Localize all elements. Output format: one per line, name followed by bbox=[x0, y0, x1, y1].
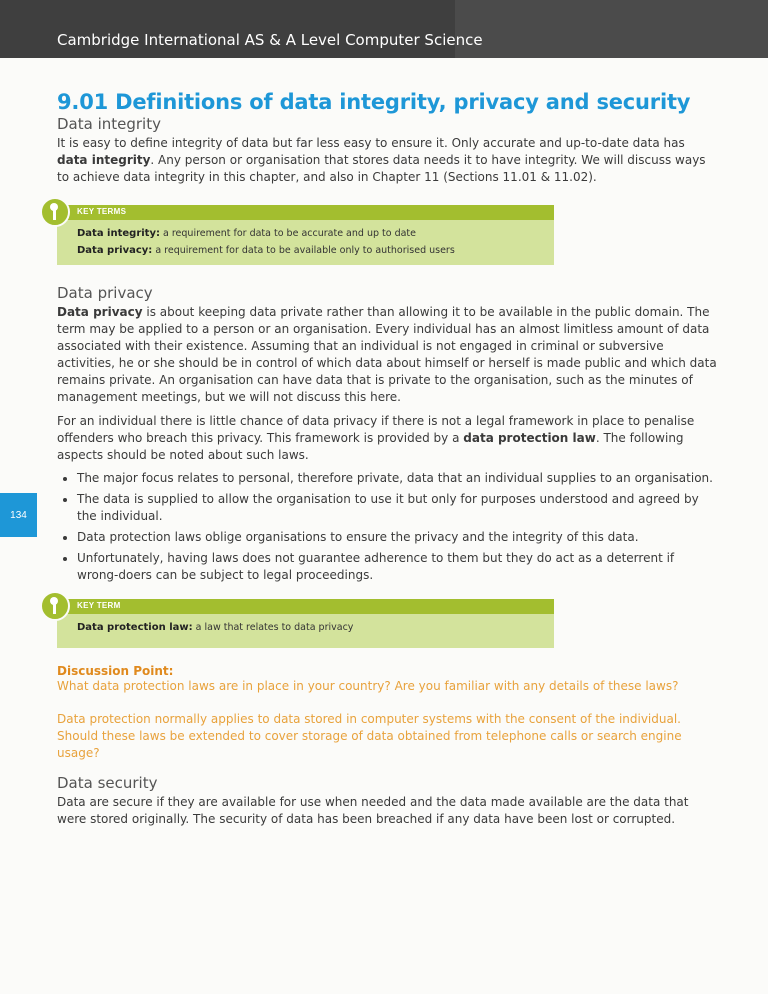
key-icon bbox=[40, 591, 70, 621]
discussion-paragraph-1: What data protection laws are in place in your country? Are you familiar with any details of these laws? bbox=[57, 679, 679, 693]
book-title: Cambridge International AS & A Level Computer Science bbox=[57, 31, 483, 49]
running-header bbox=[0, 0, 768, 58]
list-item: • The data is supplied to allow the organisation to use it but only for purposes understood and agreed by the individual. bbox=[77, 491, 717, 525]
key-term-row: Data protection law: a law that relates to data privacy bbox=[77, 622, 354, 633]
key-term-row: Data privacy: a requirement for data to be available only to authorised users bbox=[77, 245, 455, 256]
discussion-title: Discussion Point: bbox=[57, 664, 174, 678]
list-item: • Unfortunately, having laws does not guarantee adherence to them but they do act as a deterrent if wrong-doers can be subject to legal proceedings. bbox=[77, 550, 717, 584]
header-band bbox=[0, 0, 455, 58]
privacy-paragraph-1: Data privacy is about keeping data private rather than allowing it to be available in the public domain. The term may be applied to a person or an organisation. Every individual has an almost limitless amount of data associated with their existence. Assuming that an individual is not engaged in criminal or subversive activities, he or she should be in control of which data about himself or herself is made public and which data remains private. An organisation can have data that is private to the organisation, such as the minutes of management meetings, but we will not discuss this here. bbox=[57, 305, 717, 404]
list-item: • Data protection laws oblige organisations to ensure the privacy and the integrity of this data. bbox=[77, 529, 717, 546]
integrity-paragraph: It is easy to define integrity of data but far less easy to ensure it. Only accurate and up-to-date data has data integrity. Any person or organisation that stores data needs it to have integrity. We will discuss ways to achieve data integrity in this chapter, and also in Chapter 11 (Sections 11.01 & 11.02). bbox=[57, 136, 706, 184]
page-content bbox=[57, 90, 717, 828]
key-term-label: KEY TERM bbox=[57, 599, 554, 614]
section-title: 9.01 Definitions of data integrity, privacy and security bbox=[57, 90, 691, 114]
security-heading: Data security bbox=[57, 774, 158, 792]
integrity-bold-term: data integrity bbox=[57, 153, 151, 167]
privacy-heading: Data privacy bbox=[57, 284, 153, 302]
key-term-row: Data integrity: a requirement for data to be accurate and up to date bbox=[77, 228, 416, 239]
privacy-paragraph-2: For an individual there is little chance of data privacy if there is not a legal framework in place to penalise offenders who breach this privacy. This framework is provided by a data protection law. The following aspects should be noted about such laws. bbox=[57, 414, 695, 462]
page-number-tab: 134 bbox=[0, 493, 37, 537]
privacy-bullet-list bbox=[57, 470, 717, 584]
list-item: • The major focus relates to personal, therefore private, data that an individual supplies to an organisation. bbox=[77, 470, 717, 487]
key-icon bbox=[40, 197, 70, 227]
security-paragraph: Data are secure if they are available for use when needed and the data made available are the data that were stored originally. The security of data has been breached if any data have been lost or corrupted. bbox=[57, 795, 689, 826]
integrity-heading: Data integrity bbox=[57, 115, 161, 133]
key-term-box bbox=[57, 599, 554, 648]
key-terms-box bbox=[57, 205, 554, 265]
key-terms-label: KEY TERMS bbox=[57, 205, 554, 220]
discussion-paragraph-2: Data protection normally applies to data stored in computer systems with the consent of the individual. Should these laws be extended to cover storage of data obtained from telephone calls or search engine usage? bbox=[57, 712, 682, 760]
